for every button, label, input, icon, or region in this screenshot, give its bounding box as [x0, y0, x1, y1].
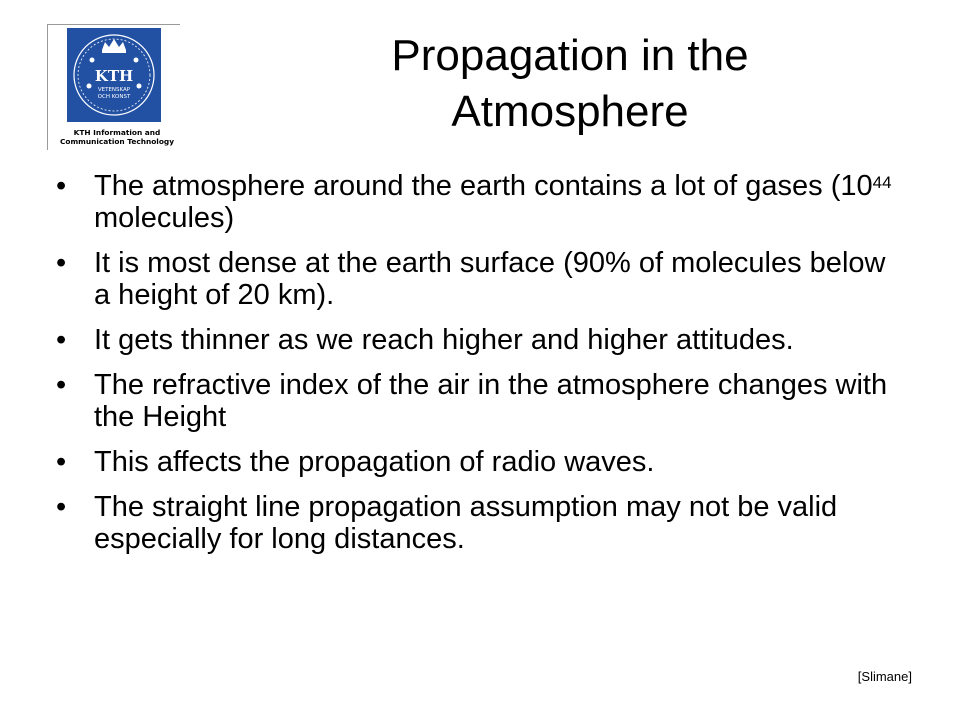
bullet-glyph: •	[56, 170, 67, 202]
citation: [Slimane]	[857, 669, 912, 684]
bullet-item	[56, 446, 906, 478]
logo-caption-line-1: KTH Information and	[73, 128, 161, 137]
bullet-item	[56, 369, 906, 433]
bullet-item	[56, 491, 906, 555]
bullet-text: It gets thinner as we reach higher and higher attitudes.	[94, 324, 794, 356]
slide-title-line-1: Propagation in the	[391, 31, 749, 80]
slide-title	[300, 28, 840, 140]
bullet-item	[56, 170, 906, 234]
bullet-glyph: •	[56, 491, 67, 523]
bullet-text-after: molecules)	[94, 202, 235, 234]
bullet-text: The straight line propagation assumption may not be valid especially for long distances.	[94, 491, 838, 555]
logo-emblem-line-2: OCH KONST	[97, 94, 131, 100]
bullet-glyph: •	[56, 446, 67, 478]
logo-emblem-text: KTH	[94, 67, 134, 85]
bullet-item	[56, 247, 906, 311]
slide-title-line-2: Atmosphere	[451, 87, 689, 136]
bullet-superscript: 44	[872, 173, 892, 192]
bullet-glyph: •	[56, 247, 67, 279]
bullet-item	[56, 324, 906, 356]
bullet-text: The atmosphere around the earth contains a lot of gases (10	[94, 170, 873, 202]
kth-logo	[67, 28, 161, 122]
bullet-text: It is most dense at the earth surface (90% of molecules below a height of 20 km).	[94, 247, 886, 311]
bullet-glyph: •	[56, 369, 67, 401]
bullet-list	[56, 170, 906, 568]
logo-caption-line-2: Communication Technology	[59, 137, 175, 146]
bullet-text: The refractive index of the air in the atmosphere changes with the Height	[94, 369, 888, 433]
bullet-text: This affects the propagation of radio waves.	[94, 446, 655, 478]
logo-emblem-line-1: VETENSKAP	[97, 87, 131, 93]
logo-caption	[52, 128, 182, 146]
bullet-glyph: •	[56, 324, 67, 356]
